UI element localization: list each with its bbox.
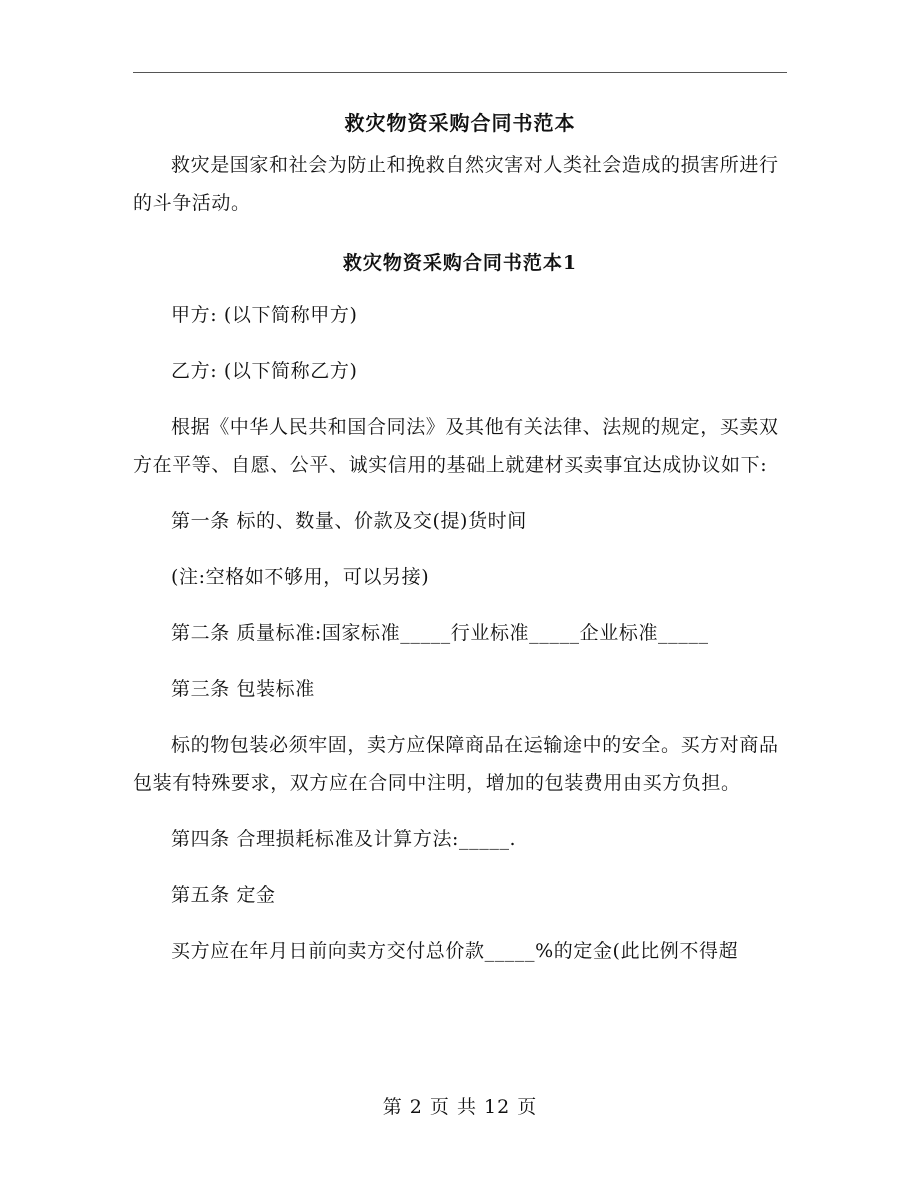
document-body	[133, 100, 787, 970]
article-5-body: 买方应在年月日前向卖方交付总价款_____%的定金(此比例不得超	[171, 940, 739, 962]
document-title: 救灾物资采购合同书范本	[344, 111, 576, 135]
article-1-heading: 第一条 标的、数量、价款及交(提)货时间	[171, 510, 527, 532]
page-footer	[0, 1092, 920, 1122]
section-title: 救灾物资采购合同书范本1	[342, 252, 578, 274]
article-5-heading: 第五条 定金	[171, 884, 276, 906]
article-2-heading: 第二条 质量标准:国家标准_____行业标准_____企业标准_____	[171, 622, 709, 644]
page-number-label: 第 2 页 共 12 页	[382, 1096, 538, 1118]
article-3-body: 标的物包装必须牢固，卖方应保障商品在运输途中的安全。买方对商品包装有特殊要求，双方应在合同中注明，增加的包装费用由买方负担。	[133, 734, 779, 794]
article-4-heading: 第四条 合理损耗标准及计算方法:_____.	[171, 828, 517, 850]
preamble-paragraph: 根据《中华人民共和国合同法》及其他有关法律、法规的规定，买卖双方在平等、自愿、公平、诚实信用的基础上就建材买卖事宜达成协议如下:	[133, 416, 779, 476]
party-a-line: 甲方: (以下简称甲方)	[171, 304, 358, 326]
header-rule	[133, 72, 787, 73]
party-b-line: 乙方: (以下简称乙方)	[171, 360, 358, 382]
article-3-heading: 第三条 包装标准	[171, 678, 315, 700]
article-1-note: (注:空格如不够用，可以另接)	[171, 566, 430, 588]
intro-paragraph: 救灾是国家和社会为防止和挽救自然灾害对人类社会造成的损害所进行的斗争活动。	[133, 154, 779, 214]
